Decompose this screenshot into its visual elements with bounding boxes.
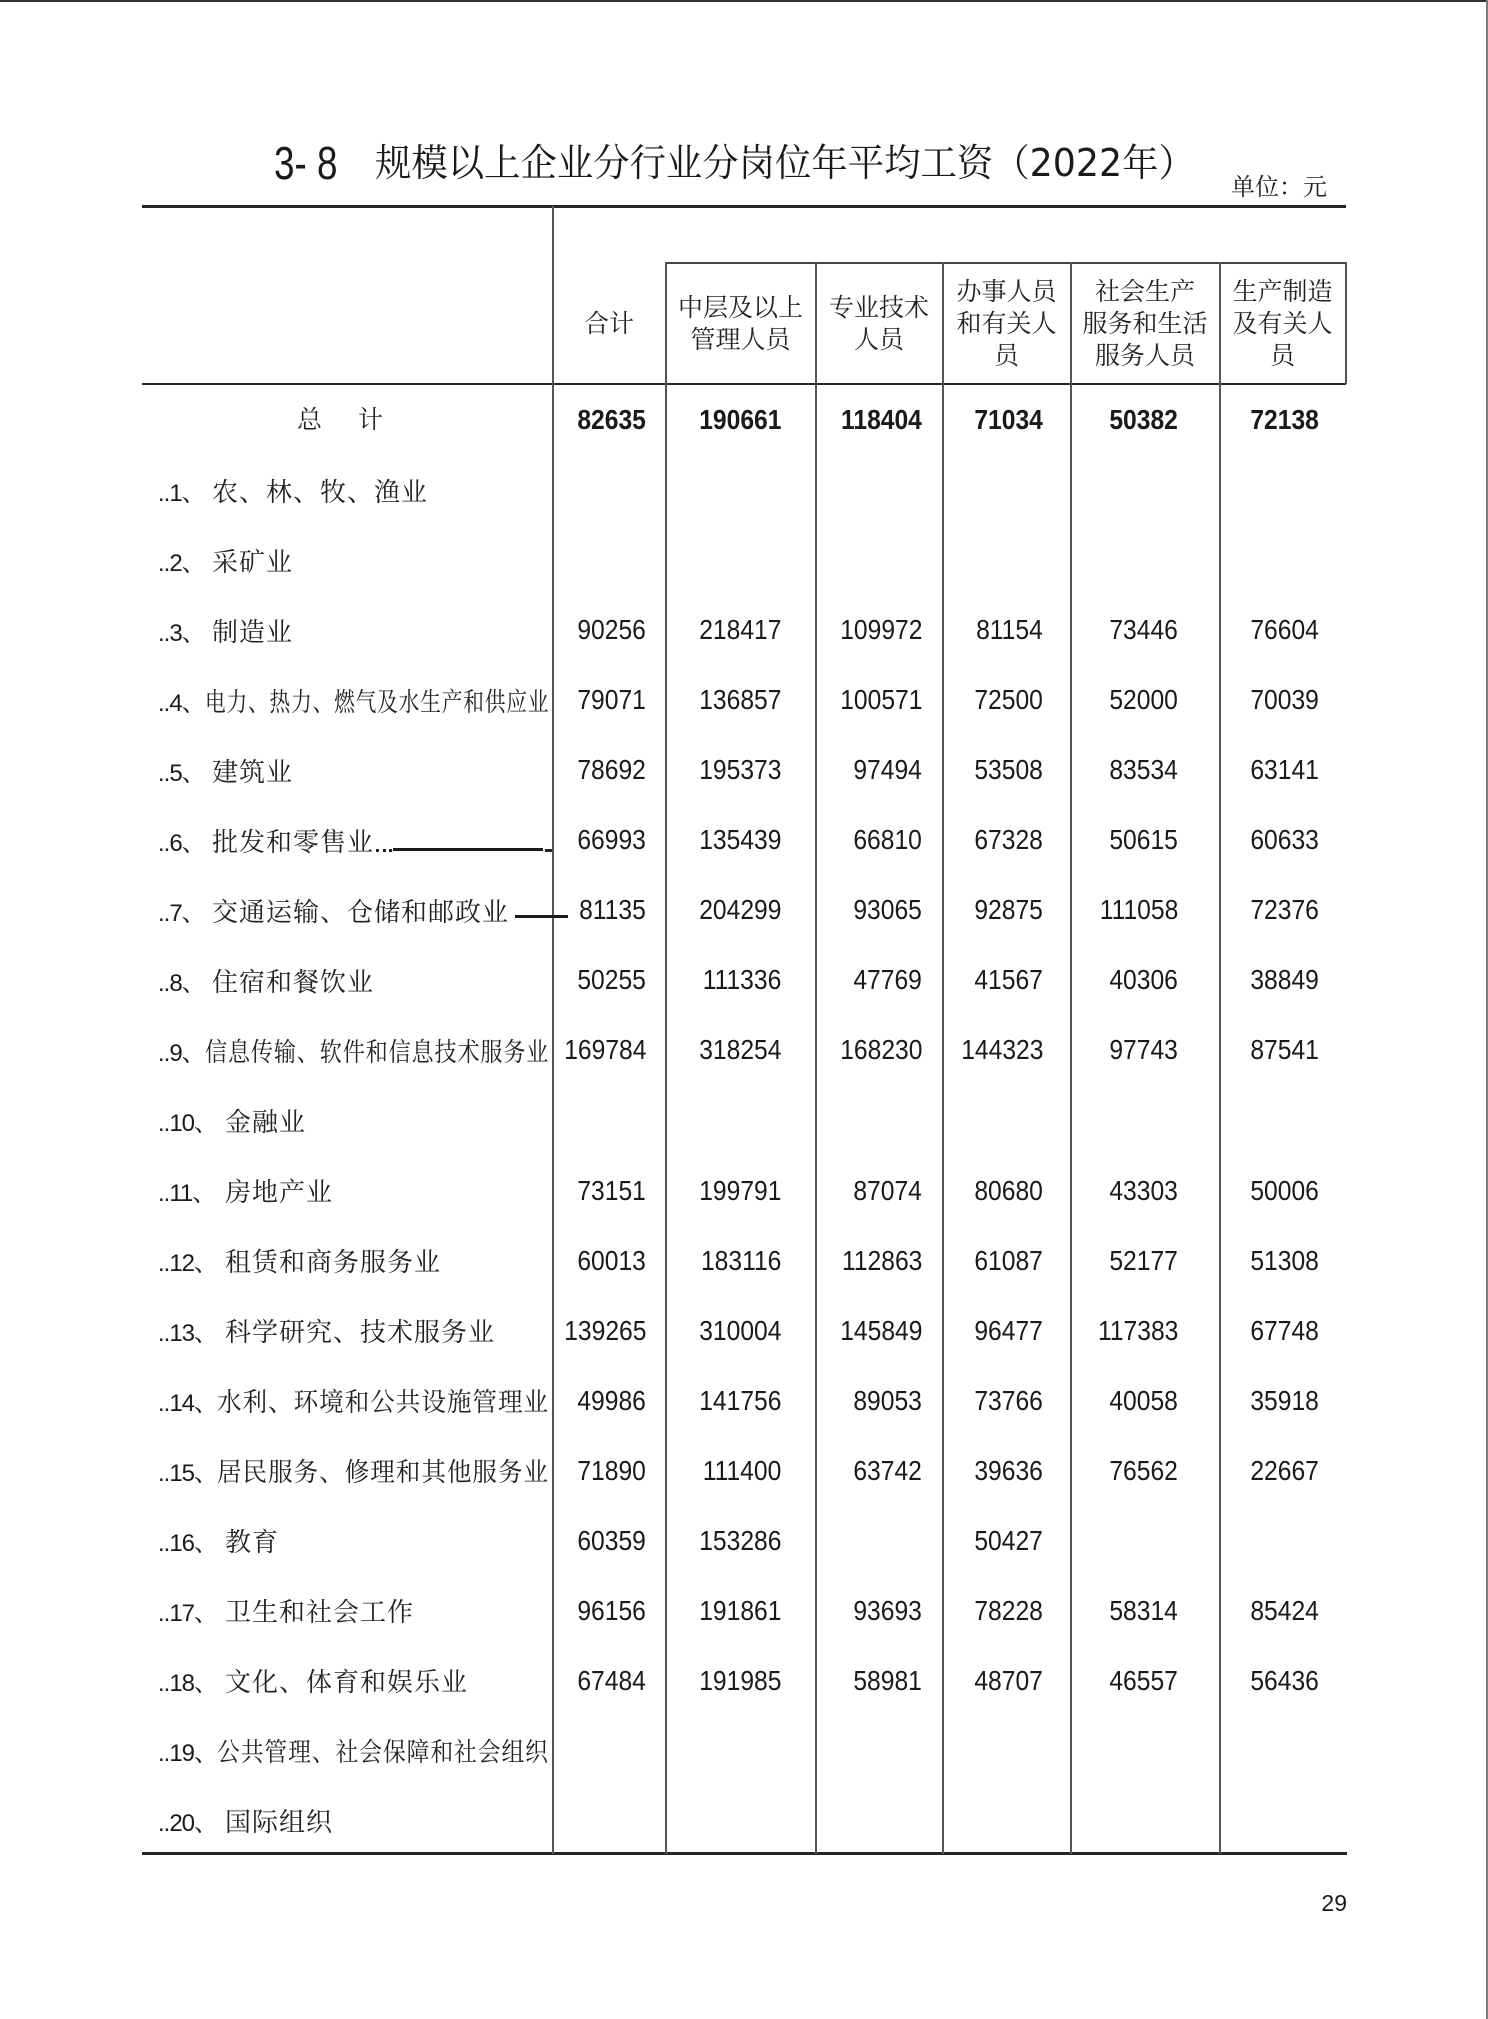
industry-name: 居民服务、修理和其他服务业 <box>217 1458 550 1489</box>
header-line: 服务人员 <box>1094 341 1195 370</box>
table-row <box>0 1296 1488 1366</box>
value-cell: 109972 <box>839 614 922 646</box>
industry-name: 住宿和餐饮业 <box>212 967 375 998</box>
leader-dots <box>376 845 392 852</box>
header-line: 合计 <box>583 309 634 338</box>
value-cell: 204299 <box>698 894 781 926</box>
value-cell: 39636 <box>974 1454 1043 1486</box>
industry-label <box>158 665 552 735</box>
row-number: ..19、 <box>158 1740 218 1768</box>
table-row <box>0 1506 1488 1576</box>
value-cell: 168230 <box>839 1034 922 1066</box>
table-title: 规模以上企业分行业分岗位年平均工资（2022年） <box>375 141 1195 185</box>
value-cell: 153286 <box>698 1524 781 1556</box>
value-cell: 50615 <box>1109 824 1178 856</box>
industry-label <box>158 875 552 945</box>
value-cell: 49986 <box>577 1384 646 1416</box>
value-cell: 117383 <box>1097 1314 1178 1346</box>
industry-name: 采矿业 <box>212 547 294 578</box>
header-professional <box>816 264 942 384</box>
row-number: ..15、 <box>158 1460 218 1488</box>
row-number: ..7、 <box>158 899 205 927</box>
industry-label <box>158 1226 552 1296</box>
header-line: 专业技术 <box>828 293 929 322</box>
header-line: 员 <box>1269 341 1295 370</box>
table-row <box>0 945 1488 1015</box>
value-cell: 71034 <box>974 404 1043 435</box>
row-number: ..4、 <box>158 689 205 717</box>
row-number: ..18、 <box>158 1670 218 1698</box>
industry-label <box>158 1156 552 1226</box>
value-cell: 81154 <box>976 614 1043 646</box>
industry-label <box>158 945 552 1015</box>
value-cell: 310004 <box>698 1314 781 1346</box>
header-line: 管理人员 <box>690 325 791 354</box>
value-cell: 97494 <box>853 754 922 786</box>
value-cell: 78692 <box>577 754 646 786</box>
industry-label <box>158 1576 552 1646</box>
industry-name: 国际组织 <box>225 1808 334 1839</box>
value-cell: 46557 <box>1109 1664 1178 1696</box>
value-cell: 72500 <box>974 684 1043 716</box>
row-number: ..11、 <box>158 1180 216 1207</box>
industry-name: 批发和零售业 <box>212 827 375 858</box>
value-cell: 93693 <box>853 1594 922 1626</box>
value-cell: 22667 <box>1250 1454 1319 1486</box>
row-number: ..12、 <box>158 1250 218 1278</box>
value-cell: 52177 <box>1109 1244 1178 1276</box>
row-number: ..10、 <box>158 1109 218 1137</box>
value-cell: 169784 <box>563 1034 646 1066</box>
value-cell: 66993 <box>577 824 646 856</box>
table-row <box>0 1015 1488 1085</box>
value-cell: 72138 <box>1250 404 1319 435</box>
value-cell: 60359 <box>577 1524 646 1556</box>
table-number: 3- 8 <box>274 137 338 189</box>
value-cell: 118404 <box>841 404 922 435</box>
value-cell: 85424 <box>1250 1594 1319 1626</box>
header-right-border <box>1345 262 1347 384</box>
industry-name: 租赁和商务服务业 <box>225 1248 442 1279</box>
value-cell: 83534 <box>1109 754 1178 786</box>
industry-label <box>158 1786 552 1856</box>
table-row <box>0 1156 1488 1226</box>
table-row <box>0 1786 1488 1856</box>
row-number: ..9、 <box>158 1039 205 1067</box>
industry-label <box>158 1015 552 1085</box>
row-number: ..2、 <box>158 549 205 577</box>
value-cell: 56436 <box>1250 1664 1319 1696</box>
value-cell: 96477 <box>974 1314 1043 1346</box>
value-cell: 40306 <box>1109 964 1178 996</box>
industry-name: 电力、热力、燃气及水生产和供应业 <box>204 687 550 718</box>
value-cell: 136857 <box>698 684 781 716</box>
table-top-rule <box>142 205 1346 208</box>
value-cell: 60633 <box>1250 824 1319 856</box>
industry-label <box>158 455 552 525</box>
header-line: 生产制造 <box>1232 277 1333 306</box>
value-cell: 67748 <box>1250 1314 1319 1346</box>
industry-label <box>158 1646 552 1716</box>
value-cell: 97743 <box>1109 1034 1178 1066</box>
industry-label <box>158 595 552 665</box>
value-cell: 50006 <box>1250 1174 1319 1206</box>
table-row <box>0 875 1488 945</box>
value-cell: 93065 <box>853 894 922 926</box>
industry-name: 房地产业 <box>225 1178 334 1208</box>
value-cell: 218417 <box>698 614 781 646</box>
industry-label <box>158 1716 552 1786</box>
value-cell: 52000 <box>1109 684 1178 716</box>
value-cell: 50382 <box>1109 404 1178 435</box>
header-line: 和有关人 <box>956 309 1057 338</box>
row-number: ..3、 <box>158 619 205 647</box>
header-line: 人员 <box>853 325 904 354</box>
table-row <box>0 455 1488 525</box>
table-row <box>0 1226 1488 1296</box>
page-top-border <box>0 0 1488 2</box>
industry-label <box>158 1506 552 1576</box>
industry-label <box>158 525 552 595</box>
row-number: ..5、 <box>158 759 205 787</box>
value-cell: 81135 <box>579 894 646 926</box>
industry-name: 教育 <box>225 1528 280 1559</box>
industry-label <box>158 805 552 875</box>
value-cell: 111058 <box>1099 894 1178 926</box>
value-cell: 135439 <box>698 824 781 856</box>
row-number: ..8、 <box>158 969 205 997</box>
industry-name: 建筑业 <box>212 757 294 788</box>
total-label: 总 计 <box>297 405 397 434</box>
value-cell: 87541 <box>1250 1034 1319 1066</box>
value-cell: 96156 <box>577 1594 646 1626</box>
value-cell: 73151 <box>577 1174 646 1206</box>
industry-label <box>158 735 552 805</box>
value-cell: 89053 <box>853 1384 922 1416</box>
table-row <box>0 1085 1488 1155</box>
table-row <box>0 805 1488 875</box>
header-total <box>553 264 665 384</box>
value-cell: 78228 <box>974 1594 1043 1626</box>
value-cell: 79071 <box>577 684 646 716</box>
value-cell: 35918 <box>1250 1384 1319 1416</box>
value-cell: 71890 <box>577 1454 646 1486</box>
value-cell: 58981 <box>853 1664 922 1696</box>
value-cell: 63742 <box>853 1454 922 1486</box>
value-cell: 58314 <box>1109 1594 1178 1626</box>
value-cell: 111336 <box>702 964 781 996</box>
value-cell: 48707 <box>974 1664 1043 1696</box>
value-cell: 67328 <box>974 824 1043 856</box>
value-cell: 80680 <box>974 1174 1043 1206</box>
leader-line <box>515 915 568 918</box>
industry-label <box>158 1436 552 1506</box>
row-number: ..17、 <box>158 1600 218 1628</box>
value-cell: 92875 <box>974 894 1043 926</box>
table-row <box>0 525 1488 595</box>
value-cell: 40058 <box>1109 1384 1178 1416</box>
leader-dots <box>545 845 551 852</box>
industry-label <box>158 1085 552 1155</box>
value-cell: 112863 <box>841 1244 922 1276</box>
total-row <box>0 385 1488 455</box>
value-cell: 50255 <box>577 964 646 996</box>
value-cell: 60013 <box>577 1244 646 1276</box>
header-line: 办事人员 <box>956 277 1057 306</box>
table-row <box>0 735 1488 805</box>
table-row <box>0 665 1488 735</box>
industry-name: 卫生和社会工作 <box>225 1598 415 1629</box>
value-cell: 191985 <box>698 1664 781 1696</box>
value-cell: 73446 <box>1109 614 1178 646</box>
table-row <box>0 1436 1488 1506</box>
industry-name: 交通运输、仓储和邮政业 <box>212 897 510 928</box>
value-cell: 43303 <box>1109 1174 1178 1206</box>
header-service <box>1071 264 1219 384</box>
value-cell: 90256 <box>577 614 646 646</box>
table-row <box>0 1576 1488 1646</box>
unit-label: 单位：元 <box>1231 173 1327 201</box>
value-cell: 191861 <box>698 1594 781 1626</box>
industry-name: 金融业 <box>225 1107 307 1138</box>
value-cell: 76604 <box>1250 614 1319 646</box>
value-cell: 73766 <box>974 1384 1043 1416</box>
industry-name: 制造业 <box>212 617 294 648</box>
value-cell: 51308 <box>1250 1244 1319 1276</box>
row-number: ..1、 <box>158 479 205 507</box>
industry-name: 农、林、牧、渔业 <box>212 477 429 508</box>
value-cell: 199791 <box>698 1174 781 1206</box>
row-number: ..14、 <box>158 1390 218 1418</box>
header-clerical <box>943 264 1070 384</box>
value-cell: 318254 <box>698 1034 781 1066</box>
value-cell: 72376 <box>1250 894 1319 926</box>
header-line: 服务和生活 <box>1082 309 1208 338</box>
industry-name: 信息传输、软件和信息技术服务业 <box>204 1037 549 1068</box>
value-cell: 82635 <box>577 404 646 435</box>
header-production <box>1220 264 1345 384</box>
table-row <box>0 1716 1488 1786</box>
header-line: 中层及以上 <box>677 293 803 322</box>
value-cell: 190661 <box>698 404 781 435</box>
industry-label <box>158 1366 552 1436</box>
value-cell: 50427 <box>974 1524 1043 1556</box>
value-cell: 38849 <box>1250 964 1319 996</box>
industry-name: 公共管理、社会保障和社会组织 <box>217 1738 549 1769</box>
value-cell: 47769 <box>853 964 922 996</box>
page-number: 29 <box>1321 1890 1347 1916</box>
value-cell: 183116 <box>700 1244 781 1276</box>
table-row <box>0 1646 1488 1716</box>
value-cell: 70039 <box>1250 684 1319 716</box>
header-line: 社会生产 <box>1094 277 1195 306</box>
value-cell: 141756 <box>698 1384 781 1416</box>
header-management <box>666 264 815 384</box>
industry-name: 文化、体育和娱乐业 <box>225 1668 469 1699</box>
row-number: ..16、 <box>158 1530 218 1558</box>
value-cell: 111400 <box>702 1454 781 1486</box>
value-cell: 100571 <box>839 684 922 716</box>
value-cell: 76562 <box>1109 1454 1178 1486</box>
value-cell: 195373 <box>698 754 781 786</box>
value-cell: 144323 <box>960 1034 1043 1066</box>
value-cell: 139265 <box>563 1314 646 1346</box>
value-cell: 67484 <box>577 1664 646 1696</box>
row-number: ..20、 <box>158 1810 218 1838</box>
leader-line <box>393 848 543 851</box>
value-cell: 145849 <box>839 1314 922 1346</box>
industry-name: 科学研究、技术服务业 <box>225 1318 496 1349</box>
value-cell: 41567 <box>974 964 1043 996</box>
value-cell: 66810 <box>853 824 922 856</box>
value-cell: 61087 <box>974 1244 1043 1276</box>
header-line: 员 <box>993 341 1019 370</box>
value-cell: 53508 <box>974 754 1043 786</box>
industry-label <box>158 1296 552 1366</box>
table-row <box>0 1366 1488 1436</box>
value-cell: 87074 <box>853 1174 922 1206</box>
value-cell: 63141 <box>1250 754 1319 786</box>
row-number: ..6、 <box>158 829 205 857</box>
table-row <box>0 595 1488 665</box>
industry-name: 水利、环境和公共设施管理业 <box>217 1388 550 1419</box>
header-line: 及有关人 <box>1232 309 1333 338</box>
row-number: ..13、 <box>158 1320 218 1348</box>
